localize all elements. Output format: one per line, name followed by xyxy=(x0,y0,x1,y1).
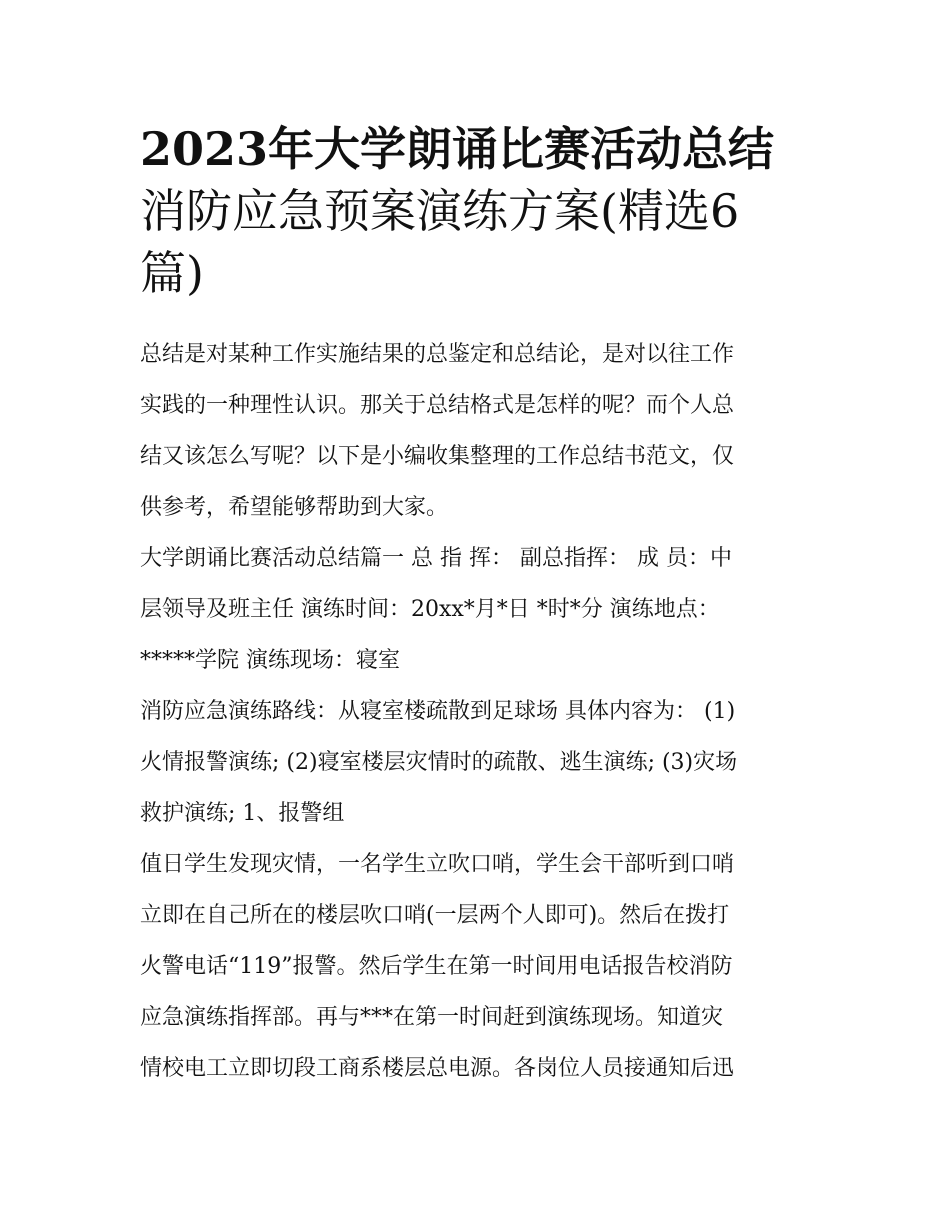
route-paragraph xyxy=(140,686,812,839)
text-line: 情校电工立即切段工商系楼层总电源。各岗位人员接通知后迅 xyxy=(140,1056,735,1081)
text-line: 大学朗诵比赛活动总结篇一 总 指 挥： 副总指挥： 成 员：中 xyxy=(140,546,732,571)
text-line: 立即在自己所在的楼层吹口哨(一层两个人即可)。然后在拨打 xyxy=(140,903,730,928)
text-line: 值日学生发现灾情，一名学生立吹口哨，学生会干部听到口哨 xyxy=(140,852,735,877)
alarm-paragraph xyxy=(140,839,812,1094)
title-line: 篇) xyxy=(140,246,204,300)
intro-paragraph xyxy=(140,329,812,533)
document-title xyxy=(140,118,812,304)
text-line: 层领导及班主任 演练时间：20xx*月*日 *时*分 演练地点： xyxy=(140,597,720,622)
text-line: 火警电话“119”报警。然后学生在第一时间用电话报告校消防 xyxy=(140,954,733,979)
text-line: 火情报警演练; (2)寝室楼层灾情时的疏散、逃生演练; (3)灾场 xyxy=(140,750,738,775)
document-content xyxy=(140,118,812,1094)
text-line: 供参考，希望能够帮助到大家。 xyxy=(140,495,449,520)
title-line: 消防应急预案演练方案(精选6 xyxy=(140,184,740,238)
text-line: 结又该怎么写呢？以下是小编收集整理的工作总结书范文，仅 xyxy=(140,444,735,469)
text-line: 总结是对某种工作实施结果的总鉴定和总结论，是对以往工作 xyxy=(140,342,735,367)
text-line: 实践的一种理性认识。那关于总结格式是怎样的呢？而个人总 xyxy=(140,393,735,418)
text-line: 救护演练; 1、报警组 xyxy=(140,801,345,826)
title-line: 2023年大学朗诵比赛活动总结 xyxy=(140,122,775,176)
text-line: *****学院 演练现场：寝室 xyxy=(140,648,400,673)
text-line: 应急演练指挥部。再与***在第一时间赶到演练现场。知道灾 xyxy=(140,1005,724,1030)
organization-paragraph xyxy=(140,533,812,686)
text-line: 消防应急演练路线：从寝室楼疏散到足球场 具体内容为： (1) xyxy=(140,699,736,724)
